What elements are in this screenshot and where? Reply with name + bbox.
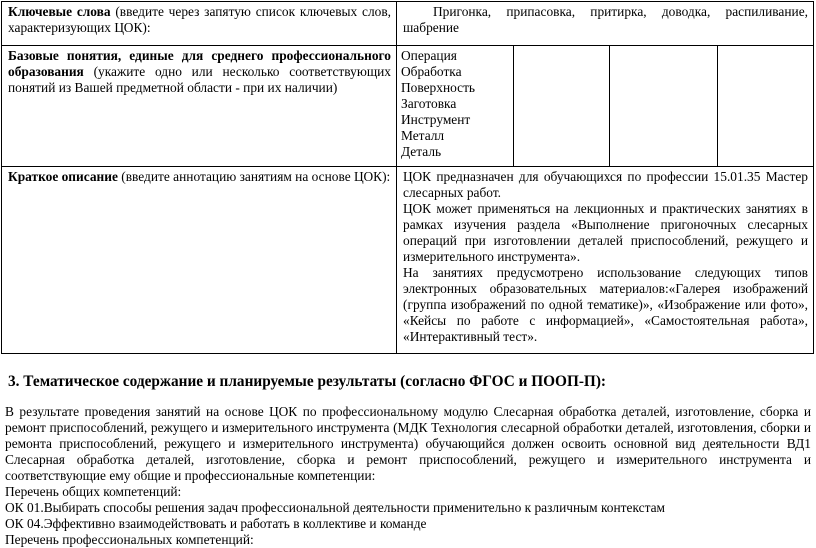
concepts-label [2,46,397,167]
description-value [397,167,814,354]
body-paragraph: В результате проведения занятий на основе ЦОК по профессиональному модулю Слесарная обработка деталей, изготовление, сборка и ремонт приспособлений, режущего и измерительного инструмента (МДК Технология слесарной обработки деталей, изготовления, сборки и ремонта приспособлений, режущего и измерительного инструмента) обучающийся должен освоить основной вид деятельности ВД1 Слесарная обработка деталей, изготовление, сборка и ремонт приспособлений, режущего и измерительного инструмента и соответствующие ему общие и профессиональные компетенции: [5,404,811,483]
description-label [2,167,397,354]
description-paragraph: На занятиях предусмотрено использование следующих типов электронных образовательных материалов:«Галерея изображений (группа изображений по одной тематике)», «Изображение или фото», «Кейсы по работе с информацией», «Самостоятельная работа», «Интерактивный тест». [403,265,808,344]
concept-item: Металл [401,128,445,143]
keywords-label [2,2,397,46]
description-label-rest: (введите аннотацию занятиям на основе ЦОК): [117,169,391,184]
concepts-empty-column [717,46,813,166]
metadata-table [1,1,814,354]
keywords-label-rest: (введите через запятую список ключевых слов, характеризующих ЦОК): [8,4,391,35]
concepts-empty-column [609,46,717,166]
description-paragraph: ЦОК может применяться на лекционных и практических занятиях в рамках изучения раздела «Выполнение пригоночных слесарных операций при изготовлении деталей приспособлений, режущего и измерительного инструмента». [403,201,808,264]
concept-item: Обработка [401,64,462,79]
concepts-label-bold: Базовые понятия, единые для среднего профессионального образования [8,48,391,79]
description-row [2,167,814,354]
description-paragraph: ЦОК предназначен для обучающихся по профессии 15.01.35 Мастер слесарных работ. [403,169,808,200]
concepts-row [2,46,814,167]
concept-item: Операция [401,48,457,63]
concept-item: Поверхность [401,80,476,95]
body-paragraph: Перечень общих компетенций: [5,484,182,499]
concept-item: Инструмент [401,112,471,127]
concept-item: Деталь [401,144,442,159]
keywords-row [2,2,814,46]
body-paragraph: ОК 01.Выбирать способы решения задач профессиональной деятельности применительно к различным контекстам [5,500,665,515]
concept-item: Заготовка [401,96,457,111]
keywords-label-bold: Ключевые слова [8,4,111,19]
concepts-empty-column [513,46,609,166]
description-label-bold: Краткое описание [8,169,118,184]
section-body [5,404,811,548]
body-paragraph: Перечень профессиональных компетенций: [5,532,254,547]
concepts-label-rest: (укажите одно или несколько соответствующих понятий из Вашей предметной области - при их наличии) [8,64,391,95]
section-heading: 3. Тематическое содержание и планируемые результаты (согласно ФГОС и ПООП-П): [8,373,607,390]
body-paragraph: ОК 04.Эффективно взаимодействовать и работать в коллективе и команде [5,516,427,531]
concepts-list [397,46,513,166]
concepts-cell [397,46,814,167]
keywords-value: Пригонка, припасовка, притирка, доводка, распиливание, шабрение [397,2,814,46]
